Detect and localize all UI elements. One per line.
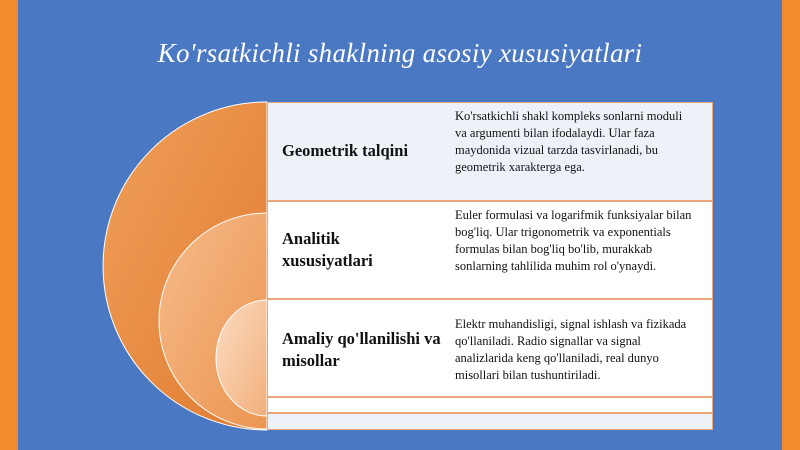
slide [18,0,782,450]
left-frame-bar [0,0,18,450]
item-description: Elektr muhandisligi, signal ishlash va fizikada qo'llaniladi. Radio signallar va signal analizlarida keng qo'llaniladi, real dunyo misollari bilan tushuntiriladi. [455,317,687,382]
item-description: Euler formulasi va logarifmik funksiyalar bilan bog'liq. Ular trigonometrik va exponentials formulas bilan bog'liq bo'lib, murakkab sonlarning tahlilida muhim rol o'ynaydi. [455,208,692,273]
slide-title: Ko'rsatkichli shaklning asosiy xususiyatlari [157,38,643,68]
item-label: Analitik xususiyatlari [282,229,373,270]
empty-row [267,413,713,430]
item-label: Geometrik talqini [282,141,409,160]
item-label: Amaliy qo'llanilishi va misollar [282,329,441,370]
item-description: Ko'rsatkichli shakl kompleks sonlarni moduli va argumenti bilan ifodalaydi. Ular faza maydonida vizual tarzda tasvirlanadi, bu geometrik xarakterga ega. [455,109,683,174]
empty-row [267,397,713,413]
right-frame-bar [782,0,800,450]
